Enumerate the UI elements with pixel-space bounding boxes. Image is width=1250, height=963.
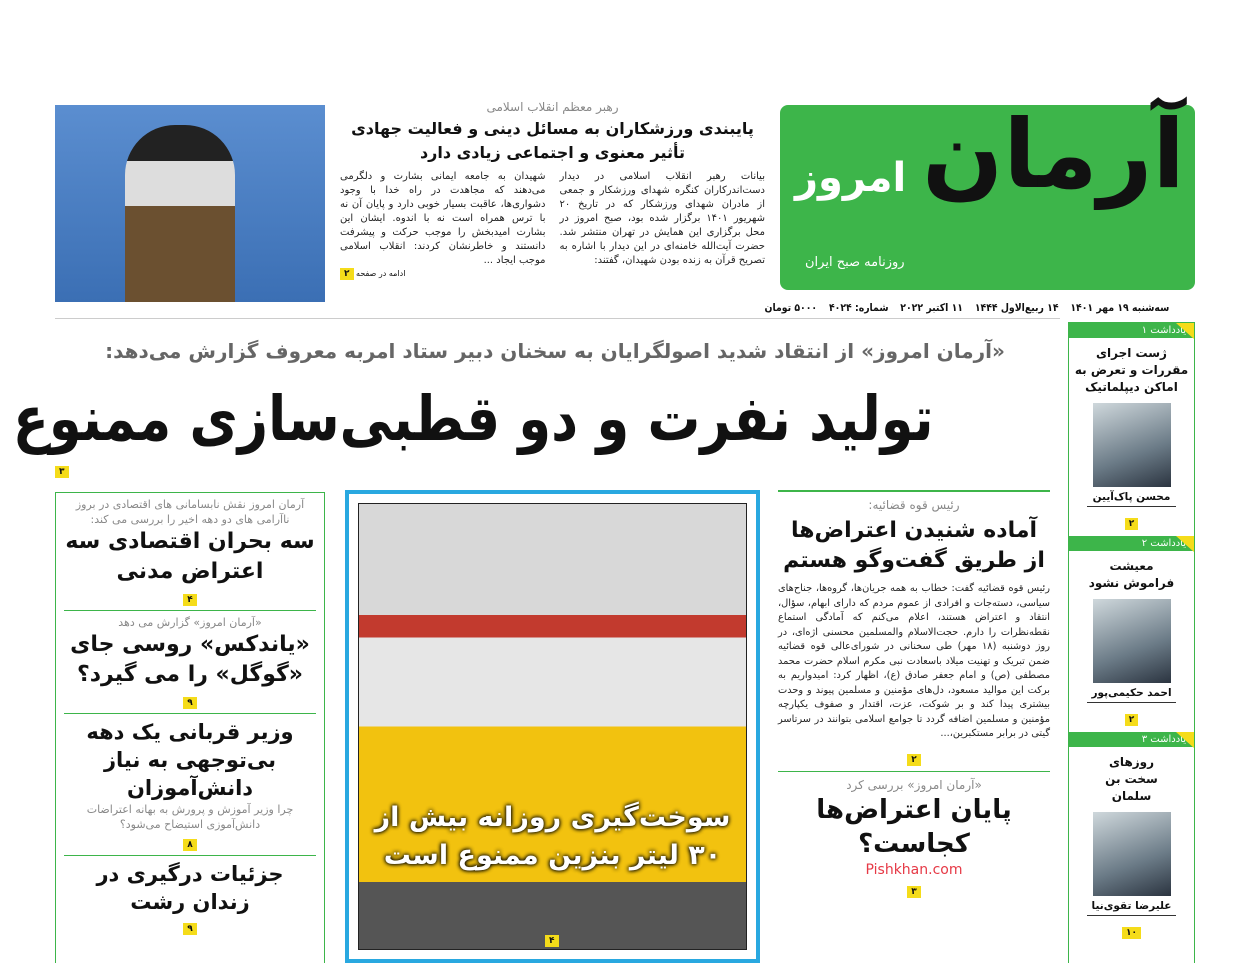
- protests-kicker: «آرمان امروز» بررسی کرد: [846, 777, 982, 792]
- author-photo: [1093, 812, 1171, 896]
- note-title: معیشت فراموش نشود: [1088, 559, 1175, 590]
- date-persian: ۱۴ ربیع‌الاول ۱۴۴۴: [975, 302, 1059, 314]
- header-divider: [55, 318, 1060, 319]
- note-title: ژست اجرای مقررات و تعرض به اماکن دیپلماتیک: [1074, 346, 1189, 394]
- note-label: یادداشت ۳: [1069, 732, 1194, 747]
- note-title: روزهای سخت بن سلمان: [1105, 755, 1158, 803]
- judiciary-story[interactable]: [778, 490, 1050, 771]
- note-3[interactable]: [1069, 732, 1194, 945]
- lead-kicker: «آرمان امروز» از انتقاد شدید اصولگرایان به سخنان دبیر ستاد امربه معروف گزارش می‌دهد:: [105, 339, 1005, 363]
- lead-kicker-box: [100, 338, 1010, 364]
- taxi-fuel-photo: [358, 503, 747, 950]
- note-author: احمد حکیمی‌پور: [1087, 687, 1176, 703]
- date-hijri: ۱۱ اکتبر ۲۰۲۲: [900, 302, 964, 314]
- lead-page-badge[interactable]: ۳: [55, 466, 69, 478]
- protests-headline: پایان اعتراض‌ها کجاست؟: [816, 794, 1012, 859]
- dateline: [765, 302, 1170, 314]
- leader-photo: [55, 105, 325, 302]
- note-author: محسن پاک‌آیین: [1087, 491, 1176, 507]
- page-badge[interactable]: ۲: [340, 268, 354, 280]
- top-story-col-right: بیانات رهبر انقلاب اسلامی در دیدار دست‌اندرکاران کنگره شهدای ورزشکار و جمعی از مادران شهدای ورزشکار که در تاریخ ۲۰ شهریور ۱۴۰۱ برگزار شده بود، صبح امروز در محل برگزاری این همایش در تهران منتشر شد. حضرت آیت‌الله خامنه‌ای در این دیدار با اشاره به تصریح قرآن به زنده بودن شهیدان، گفتند:: [559, 171, 766, 266]
- continued-label: ادامه در صفحه: [356, 269, 406, 278]
- judiciary-body: رئیس قوه قضائیه گفت: خطاب به همه جریان‌ها، گروه‌ها، جناح‌های سیاسی، دسته‌جات و افرادی از عموم مردم که دارای ابهام، سؤال، انتقاد و اعتراض هستند، اعلام می‌کنم که آمادگی استماع نقطه‌نظرات را دارم. حجت‌الاسلام والمسلمین محسنی اژه‌ای، در روز دوشنبه (۱۸ مهر) طی سخنانی در شورای‌عالی قوه قضائیه ضمن تبریک و تهنیت میلاد باسعادت نبی مکرم اسلام حضرت محمد مصطفی (ص) و امام جعفر صادق (ع)، اظهار کرد: امیدواریم به برکت این موالید مسعود، دل‌های مؤمنین و مسلمین پیوند و وحدت بیشتری پیدا کند و بر شوکت، عزت، اقتدار و صفوف یکپارچه مؤمنین و مسلمین اضافه گردد تا جوامع اسلامی بتوانند در سرتاسر گیتی در برابر مستکبرین،...: [778, 583, 1050, 739]
- tagline: روزنامه صبح ایران: [805, 255, 905, 270]
- lead-headline-box: [12, 378, 1015, 460]
- notes-column: [1068, 322, 1195, 963]
- left-column: [55, 492, 325, 963]
- story-economic-crises[interactable]: آرمان امروز نقش نابسامانی های اقتصادی در بروز ناآرامی های دو دهه اخیر را بررسی می کند: سه بحران اقتصادی سه اعتراض مدنی ۴: [65, 498, 315, 605]
- protests-page-badge[interactable]: ۳: [907, 886, 921, 898]
- logo-sub: امروز: [795, 155, 907, 201]
- note-label: یادداشت ۲: [1069, 536, 1194, 551]
- author-photo: [1093, 403, 1171, 487]
- dateline-box: [764, 296, 1195, 315]
- fuel-caption: سوخت‌گیری روزانه بیش از ۳۰ لیتر بنزین ممنوع است: [374, 802, 731, 871]
- top-story-headline[interactable]: پایبندی ورزشکاران به مسائل دینی و فعالیت جهادی تأثیر معنوی و اجتماعی زیادی دارد: [351, 119, 754, 162]
- story-yandex[interactable]: «آرمان امروز» گزارش می دهد «یاندکس» روسی جای «گوگل» را می گیرد؟ ۹: [70, 616, 310, 708]
- story-education-minister[interactable]: وزیر قربانی یک دهه بی‌توجهی به نیاز دانش‌آموزان چرا وزیر آموزش و پرورش به بهانه اعتراضات دانش‌آموزی استیضاح می‌شود؟ ۸: [86, 720, 294, 850]
- middle-right-column: [778, 490, 1050, 963]
- protests-story[interactable]: [778, 772, 1050, 898]
- author-photo: [1093, 599, 1171, 683]
- top-story-kicker: رهبر معظم انقلاب اسلامی: [486, 100, 619, 114]
- judiciary-kicker: رئیس قوه قضائیه:: [868, 498, 960, 512]
- date-weekday: سه‌شنبه ۱۹ مهر ۱۴۰۱: [1070, 302, 1170, 314]
- date-gregorian: شماره: ۴۰۲۴: [829, 302, 889, 314]
- note-author: علیرضا تقوی‌نیا: [1087, 900, 1176, 916]
- note-page-badge[interactable]: ۲: [1125, 518, 1139, 530]
- note-page-badge[interactable]: ۲: [1125, 714, 1139, 726]
- masthead: [780, 50, 1200, 295]
- fuel-photo-frame[interactable]: [345, 490, 760, 963]
- fuel-page-badge[interactable]: ۴: [545, 935, 559, 947]
- pishkhan-watermark: Pishkhan.com: [865, 861, 963, 878]
- story-rasht-prison[interactable]: جزئیات درگیری در زندان رشت ۹: [96, 862, 284, 934]
- note-1[interactable]: [1069, 323, 1194, 536]
- note-label: یادداشت ۱: [1069, 323, 1194, 338]
- judiciary-page-badge[interactable]: ۲: [907, 754, 921, 766]
- logo-main: آرمان: [922, 100, 1185, 210]
- issue-number: ۵۰۰۰ تومان: [764, 302, 818, 314]
- note-2[interactable]: [1069, 536, 1194, 732]
- top-story: [340, 100, 765, 280]
- judiciary-headline: آماده شنیدن اعتراض‌ها از طریق گفت‌وگو هستم: [783, 518, 1045, 573]
- note-page-badge[interactable]: ۱۰: [1122, 927, 1141, 939]
- lead-headline[interactable]: تولید نفرت و دو قطبی‌سازی ممنوع: [12, 382, 934, 455]
- top-story-col-left: شهیدان به جامعه ایمانی بشارت و دلگرمی می‌دهند که مجاهدت در راه خدا با وجود دشواری‌ها، عاقبت بسیار خوبی دارد و پایان آن نه با ترس همراه است نه با اندوه. ایشان این بشارت امیدبخش را موجب حرکت و پیشرفت دانستند و خاطرنشان کردند: انقلاب اسلامی موجب ایجاد ...: [340, 171, 546, 266]
